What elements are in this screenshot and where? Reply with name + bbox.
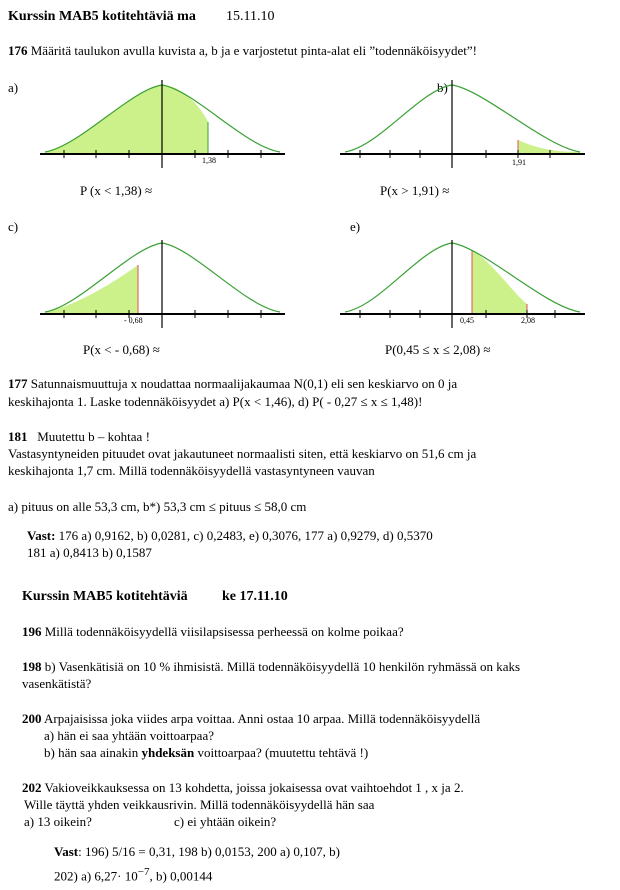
answers-line1-2: : 196) 5/16 = 0,31, 198 b) 0,0153, 200 a) 0,107, b): [78, 844, 340, 859]
problem-200-b-post: voittoarpaa? (muutettu tehtävä !): [197, 745, 369, 760]
problem-200-number: 200: [22, 711, 42, 726]
tick-label-b: 1,91: [512, 158, 526, 167]
curve-line-b: [345, 85, 580, 152]
normal-curve-e: [340, 240, 585, 335]
answers-line2-pre: 202) a) 6,27· 10: [54, 868, 138, 884]
question-b: P(x > 1,91) ≈: [380, 183, 450, 198]
answers-line1-1: 176 a) 0,9162, b) 0,0281, c) 0,2483, e) 0,3076, 177 a) 0,9279, d) 0,5370: [58, 528, 433, 543]
homework-date-1: 15.11.10: [226, 9, 275, 24]
part-b-label: b): [437, 80, 448, 95]
question-c: P(x < - 0,68) ≈: [83, 342, 160, 357]
normal-curve-c: [40, 240, 285, 335]
problem-200-b-bold: yhdeksän: [141, 745, 195, 760]
problem-198-line1: b) Vasenkätisiä on 10 % ihmisistä. Millä todennäköisyydellä 10 henkilön ryhmässä on kaks: [44, 659, 521, 674]
problem-202-c: c) ei yhtään oikein?: [174, 814, 277, 829]
problem-198-line2: vasenkätistä?: [22, 676, 92, 691]
tick-label-e2: 2,08: [521, 316, 535, 325]
problem-181-line1: Vastasyntyneiden pituudet ovat jakautuneet normaalisti siten, että keskiarvo on 51,6 cm ja: [8, 446, 477, 461]
problem-202-line1: Vakioveikkauksessa on 13 kohdetta, joissa jokaisessa ovat vaihtoehdot 1 , x ja 2.: [44, 780, 464, 795]
problem-181-heading: Muutettu b – kohtaa !: [37, 429, 150, 444]
problem-196-text: Millä todennäköisyydellä viisilapsisessa perheessä on kolme poikaa?: [44, 624, 404, 639]
problem-200-a: a) hän ei saa yhtään voittoarpaa?: [44, 728, 214, 743]
problem-176-number: 176: [8, 43, 28, 58]
shaded-area-a: [45, 85, 208, 154]
problem-177-line2: keskihajonta 1. Laske todennäköisyydet a) P(x < 1,46), d) P( - 0,27 ≤ x ≤ 1,48)!: [8, 394, 423, 409]
part-e-label: e): [350, 219, 361, 234]
problem-198-number: 198: [22, 659, 42, 674]
homework-title-2: Kurssin MAB5 kotitehtäviä: [22, 589, 188, 604]
curve-line-e: [345, 243, 580, 312]
tick-label-a: 1,38: [202, 156, 216, 165]
question-a: P (x < 1,38) ≈: [80, 183, 153, 198]
normal-curve-b: [340, 80, 585, 175]
answers-label-1: Vast:: [27, 528, 56, 543]
answers-exponent: −7: [137, 866, 150, 878]
part-c-label: c): [8, 219, 19, 234]
answers-line2-post: , b) 0,00144: [149, 868, 213, 884]
answers-label-2: Vast: [54, 844, 79, 859]
normal-curve-a: [40, 80, 285, 175]
shaded-area-b: [518, 140, 580, 154]
shaded-area-e: [472, 250, 527, 314]
problem-200-b-pre: b) hän saa ainakin: [44, 745, 139, 760]
problem-177-number: 177: [8, 376, 28, 391]
problem-200-line1: Arpajaisissa joka viides arpa voittaa. Anni ostaa 10 arpaa. Millä todennäköisyydellä: [44, 711, 481, 726]
tick-label-e1: 0,45: [460, 316, 474, 325]
tick-label-c: - 0,68: [124, 316, 143, 325]
part-a-label: a): [8, 80, 19, 95]
homework-title-1: Kurssin MAB5 kotitehtäviä ma: [8, 9, 196, 24]
problem-176-text: Määritä taulukon avulla kuvista a, b ja e varjostetut pinta-alat eli ”todennäköisyydet”!: [30, 43, 477, 58]
question-e: P(0,45 ≤ x ≤ 2,08) ≈: [385, 342, 491, 357]
homework-date-2: ke 17.11.10: [222, 589, 288, 604]
problem-196-number: 196: [22, 624, 42, 639]
problem-202-number: 202: [22, 780, 42, 795]
shaded-area-c: [45, 265, 138, 314]
answers-line2-1: 181 a) 0,8413 b) 0,1587: [27, 545, 152, 560]
problem-202-line2: Wille täyttä yhden veikkausrivin. Millä todennäköisyydellä hän saa: [24, 797, 375, 812]
problem-181-line3: a) pituus on alle 53,3 cm, b*) 53,3 cm ≤ pituus ≤ 58,0 cm: [8, 499, 307, 514]
problem-177-line1: Satunnaismuuttuja x noudattaa normaalijakaumaa N(0,1) eli sen keskiarvo on 0 ja: [30, 376, 458, 391]
problem-181-number: 181: [8, 429, 28, 444]
problem-202-a: a) 13 oikein?: [24, 814, 92, 829]
problem-181-line2: keskihajonta 1,7 cm. Millä todennäköisyydellä vastasyntyneen vauvan: [8, 463, 375, 478]
